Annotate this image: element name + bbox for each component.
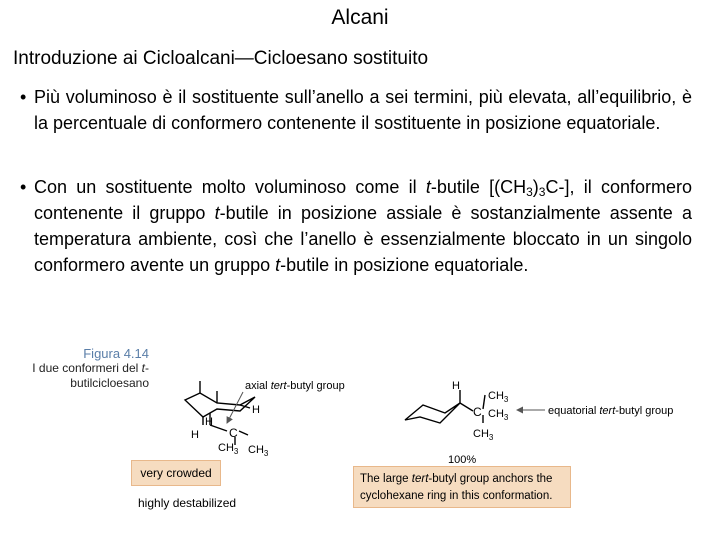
- callout-arrow: [227, 392, 243, 423]
- page-subtitle: Introduzione ai Cicloalcani—Cicloesano sostituito: [13, 48, 429, 69]
- atom-c: C: [473, 405, 482, 419]
- atom-h: H: [205, 416, 213, 428]
- text-run: -butile in posizione equatoriale.: [280, 255, 529, 275]
- atom-h: H: [191, 429, 199, 441]
- crowded-note-box: very crowded: [131, 460, 221, 486]
- bullet-text: [34, 174, 692, 278]
- methyl-group: $CH_3$: [488, 408, 509, 422]
- conformer-figure: [155, 365, 700, 470]
- text-run: -butile [(CH: [430, 177, 527, 197]
- page-title: Alcani: [331, 6, 389, 29]
- subscript: 3: [538, 185, 546, 199]
- figure-number: Figura 4.14: [83, 346, 149, 361]
- caption-text: -butilcicloesano: [70, 361, 149, 390]
- text-run: ): [532, 177, 539, 197]
- atom-c: C: [229, 426, 238, 440]
- note-text: The large: [360, 473, 412, 485]
- figure-caption: [22, 346, 149, 391]
- note-text: -butyl group anchors the cyclohexane ring in this conformation.: [360, 473, 553, 502]
- text-italic: t: [214, 203, 220, 223]
- equilibrium-percent: 100%: [448, 454, 477, 466]
- subscript: 3: [526, 185, 533, 199]
- anchor-note-box: [353, 466, 571, 508]
- bullet-item: [20, 84, 692, 136]
- methyl-group: $CH_3$: [473, 428, 494, 442]
- bullet-marker: •: [20, 87, 27, 107]
- text-run: Con un sostituente molto voluminoso come il: [34, 177, 426, 197]
- note-italic: tert: [411, 473, 429, 485]
- equatorial-group-label: equatorial tert-butyl group: [548, 405, 674, 417]
- text-italic: t: [275, 255, 281, 275]
- caption-italic: t: [141, 361, 145, 375]
- text-italic: t: [425, 177, 431, 197]
- bullet-item: [20, 174, 692, 278]
- cyclohexane-ring-left: [185, 393, 255, 417]
- methyl-group: $CH_3$: [218, 442, 239, 456]
- axial-group-label: axial tert-butyl group: [245, 380, 345, 392]
- cyclohexane-ring-right: [405, 403, 460, 423]
- text-run: -butile in posizione assiale è sostanzialmente assente a temperatura ambiente, così che l’anello è essenzialmente bloccato in un singolo conformero avente un gruppo: [34, 203, 692, 275]
- caption-text: I due conformeri del: [32, 361, 142, 375]
- destabilized-label: highly destabilized: [138, 496, 237, 510]
- methyl-group: $CH_3$: [248, 444, 269, 458]
- text-run: C-], il conformero contenente il gruppo: [34, 177, 692, 223]
- methyl-group: $CH_3$: [488, 390, 509, 404]
- atom-h: H: [252, 404, 260, 416]
- bullet-text: Più voluminoso è il sostituente sull’anello a sei termini, più elevata, all’equilibrio, è la percentuale di conformero contenente il sostituente in posizione equatoriale.: [34, 87, 692, 133]
- atom-h: H: [452, 380, 460, 392]
- bullet-marker: •: [20, 177, 27, 197]
